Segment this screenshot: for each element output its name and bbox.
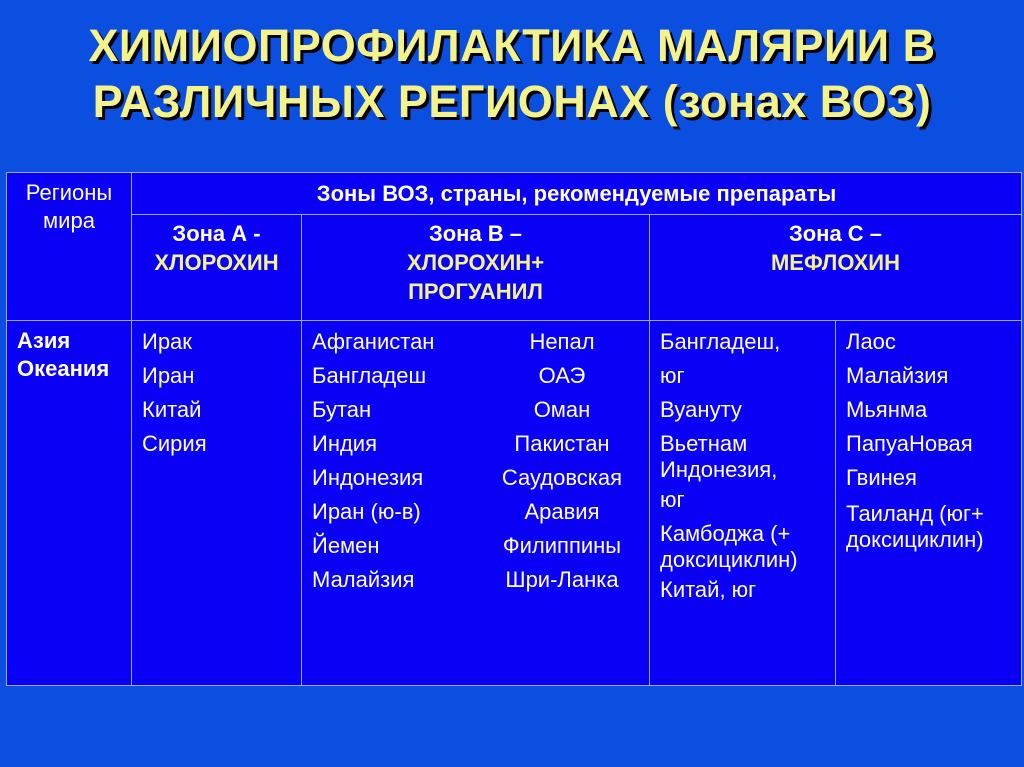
zone-b-col-1 — [312, 325, 482, 597]
zone-b-countries — [302, 321, 650, 686]
title-line-1: ХИМИОПРОФИЛАКТИКА МАЛЯРИИ В — [88, 20, 936, 71]
list-item: Шри-Ланка — [505, 567, 619, 592]
list-item: Малайзия — [312, 567, 415, 592]
list-item: Индия — [312, 431, 378, 456]
region-cell — [7, 321, 132, 686]
title-line-2: РАЗЛИЧНЫХ РЕГИОНАХ (зонах ВОЗ) — [92, 76, 932, 127]
zone-c-header — [650, 215, 1022, 321]
list-item: Афганистан — [312, 329, 435, 354]
slide-title — [0, 18, 1024, 130]
list-item: юг — [660, 363, 685, 388]
list-item: Иран — [142, 363, 195, 388]
list-item: Мьянма — [846, 397, 928, 422]
list-item: Таиланд (юг+ — [846, 501, 984, 526]
zone-a-countries — [132, 321, 302, 686]
list-item: Камбоджа (+ — [660, 521, 791, 546]
zone-b-drug-1: ХЛОРОХИН+ — [406, 250, 545, 275]
zone-c-countries-2 — [836, 321, 1022, 686]
list-item: ОАЭ — [538, 363, 586, 388]
list-item: Индонезия — [312, 465, 424, 490]
zones-header: Зоны ВОЗ, страны, рекомендуемые препараты — [132, 173, 1022, 215]
list-item: Бангладеш, — [660, 329, 781, 354]
list-item: Аравия — [524, 499, 600, 524]
zone-b-header — [302, 215, 650, 321]
list-item: Ирак — [142, 329, 192, 354]
list-item: Вьетнам — [660, 431, 748, 456]
list-item: Вуануту — [660, 397, 742, 422]
zone-a-drug: ХЛОРОХИН — [154, 250, 279, 275]
region-line-2: Океания — [17, 356, 110, 381]
list-item: юг — [660, 487, 685, 512]
list-item: Лаос — [846, 329, 896, 354]
list-item: Гвинея — [846, 465, 917, 490]
regions-header: Регионы мира — [7, 173, 132, 321]
list-item: Бангладеш — [312, 363, 427, 388]
malaria-prophylaxis-table — [6, 172, 1022, 686]
list-item: Иран (ю-в) — [312, 499, 421, 524]
list-item: доксициклин) — [660, 547, 798, 572]
list-item: Китай, юг — [660, 577, 757, 602]
zone-b-label: Зона В – — [428, 221, 523, 246]
zone-b-drug-2: ПРОГУАНИЛ — [408, 279, 543, 304]
zone-a-label: Зона А - — [172, 221, 261, 246]
zone-c-countries-1 — [650, 321, 836, 686]
zone-c-label: Зона С – — [788, 221, 883, 246]
list-item: ПапуаНовая — [846, 431, 973, 456]
list-item: Йемен — [312, 533, 380, 558]
list-item: Индонезия, — [660, 457, 778, 482]
list-item: доксициклин) — [846, 527, 984, 552]
list-item: Бутан — [312, 397, 372, 422]
list-item: Непал — [529, 329, 595, 354]
zone-b-col-2 — [482, 325, 642, 597]
zone-c-drug: МЕФЛОХИН — [770, 250, 901, 275]
list-item: Сирия — [142, 431, 207, 456]
list-item: Пакистан — [514, 431, 610, 456]
region-line-1: Азия — [17, 328, 71, 353]
list-item: Малайзия — [846, 363, 949, 388]
list-item: Китай — [142, 397, 202, 422]
list-item: Саудовская — [501, 465, 623, 490]
list-item: Филиппины — [502, 533, 622, 558]
list-item: Оман — [533, 397, 591, 422]
zone-a-header — [132, 215, 302, 321]
